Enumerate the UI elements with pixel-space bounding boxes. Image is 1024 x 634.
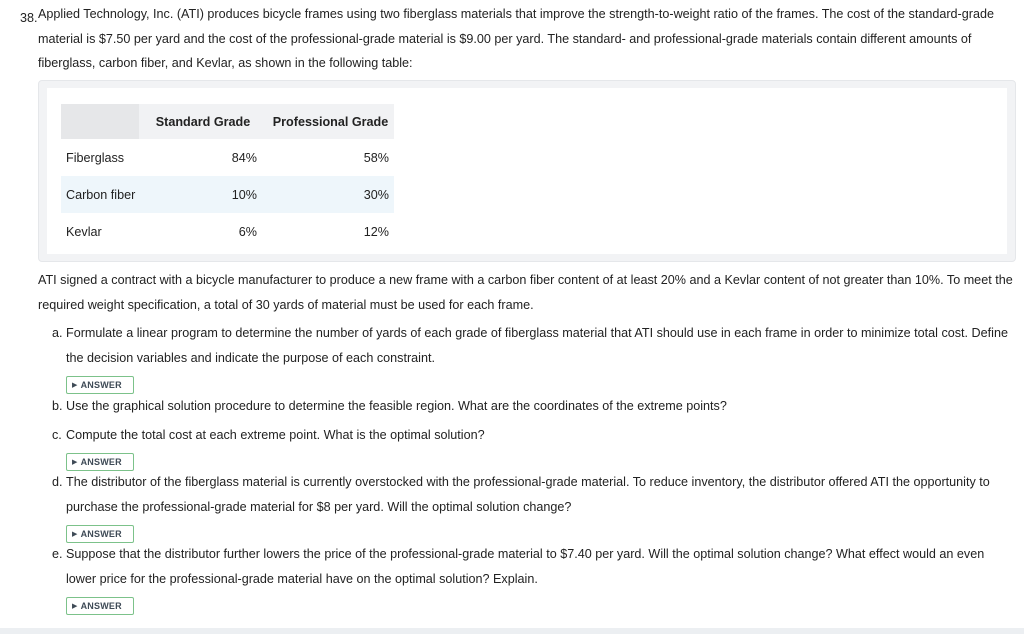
materials-table-container: [47, 88, 1007, 254]
bottom-divider: [0, 628, 1024, 634]
materials-table: [61, 104, 394, 250]
part-c: [52, 423, 1012, 448]
answer-button-a[interactable]: [66, 376, 134, 394]
part-b: [52, 394, 1012, 419]
part-e-label: e.: [52, 547, 63, 561]
answer-button-label: ANSWER: [80, 457, 122, 467]
table-row: [61, 176, 394, 213]
expand-triangle-icon: ▶: [72, 459, 78, 466]
part-b-label: b.: [52, 399, 63, 413]
part-c-text: Compute the total cost at each extreme point. What is the optimal solution?: [66, 428, 485, 442]
expand-triangle-icon: ▶: [72, 531, 78, 538]
cell-professional: 12%: [363, 224, 389, 239]
expand-triangle-icon: ▶: [72, 603, 78, 610]
part-a: [52, 321, 1012, 370]
contract-paragraph: ATI signed a contract with a bicycle manufacturer to produce a new frame with a carbon fiber content of at least 20% and a Kevlar content of not greater than 10%. To meet the required weight specification, a total of 30 yards of material must be used for each frame.: [38, 273, 1013, 312]
answer-button-e[interactable]: [66, 597, 134, 615]
answer-button-label: ANSWER: [80, 601, 122, 611]
answer-button-d[interactable]: [66, 525, 134, 543]
table-header-blank: [61, 104, 139, 139]
part-d: [52, 470, 1012, 519]
part-e-text: Suppose that the distributor further lowers the price of the professional-grade material to $7.40 per yard. Will the optimal solution change? What effect would an even lower price for the professional-grade material have on the optimal solution? Explain.: [66, 547, 985, 586]
table-header-row: [61, 104, 394, 139]
row-label-fiberglass: Fiberglass: [66, 150, 125, 165]
part-b-text: Use the graphical solution procedure to determine the feasible region. What are the coordinates of the extreme points?: [66, 399, 727, 413]
table-header-standard: Standard Grade: [139, 104, 262, 139]
part-a-label: a.: [52, 326, 63, 340]
part-d-label: d.: [52, 475, 63, 489]
cell-standard: 6%: [238, 224, 257, 239]
question-intro: Applied Technology, Inc. (ATI) produces bicycle frames using two fiberglass materials that improve the strength-to-weight ratio of the frames. The cost of the standard-grade material is $7.50 per yard and the cost of the professional-grade material is $9.00 per yard. The standard- and professional-grade materials contain different amounts of fiberglass, carbon fiber, and Kevlar, as shown in the following table:: [38, 7, 994, 70]
part-e: [52, 542, 1012, 591]
part-c-label: c.: [52, 428, 62, 442]
cell-professional: 58%: [363, 150, 389, 165]
question-number: 38.: [20, 11, 38, 25]
row-label-kevlar: Kevlar: [66, 224, 102, 239]
part-d-text: The distributor of the fiberglass material is currently overstocked with the professional-grade material. To reduce inventory, the distributor offered ATI the opportunity to purchase the professional-grade material for $8 per yard. Will the optimal solution change?: [66, 475, 990, 514]
part-a-text: Formulate a linear program to determine the number of yards of each grade of fiberglass material that ATI should use in each frame in order to minimize total cost. Define the decision variables and indicate the purpose of each constraint.: [66, 326, 1008, 365]
materials-table-panel: [38, 80, 1016, 262]
cell-standard: 10%: [139, 176, 262, 213]
expand-triangle-icon: ▶: [72, 382, 78, 389]
answer-button-label: ANSWER: [80, 380, 122, 390]
table-row: [61, 213, 394, 250]
cell-standard: 84%: [231, 150, 257, 165]
answer-button-label: ANSWER: [80, 529, 122, 539]
row-label-carbon-fiber: Carbon fiber: [61, 176, 139, 213]
table-header-professional: Professional Grade: [262, 104, 394, 139]
answer-button-bc[interactable]: [66, 453, 134, 471]
cell-professional: 30%: [262, 176, 394, 213]
table-row: [61, 139, 394, 176]
